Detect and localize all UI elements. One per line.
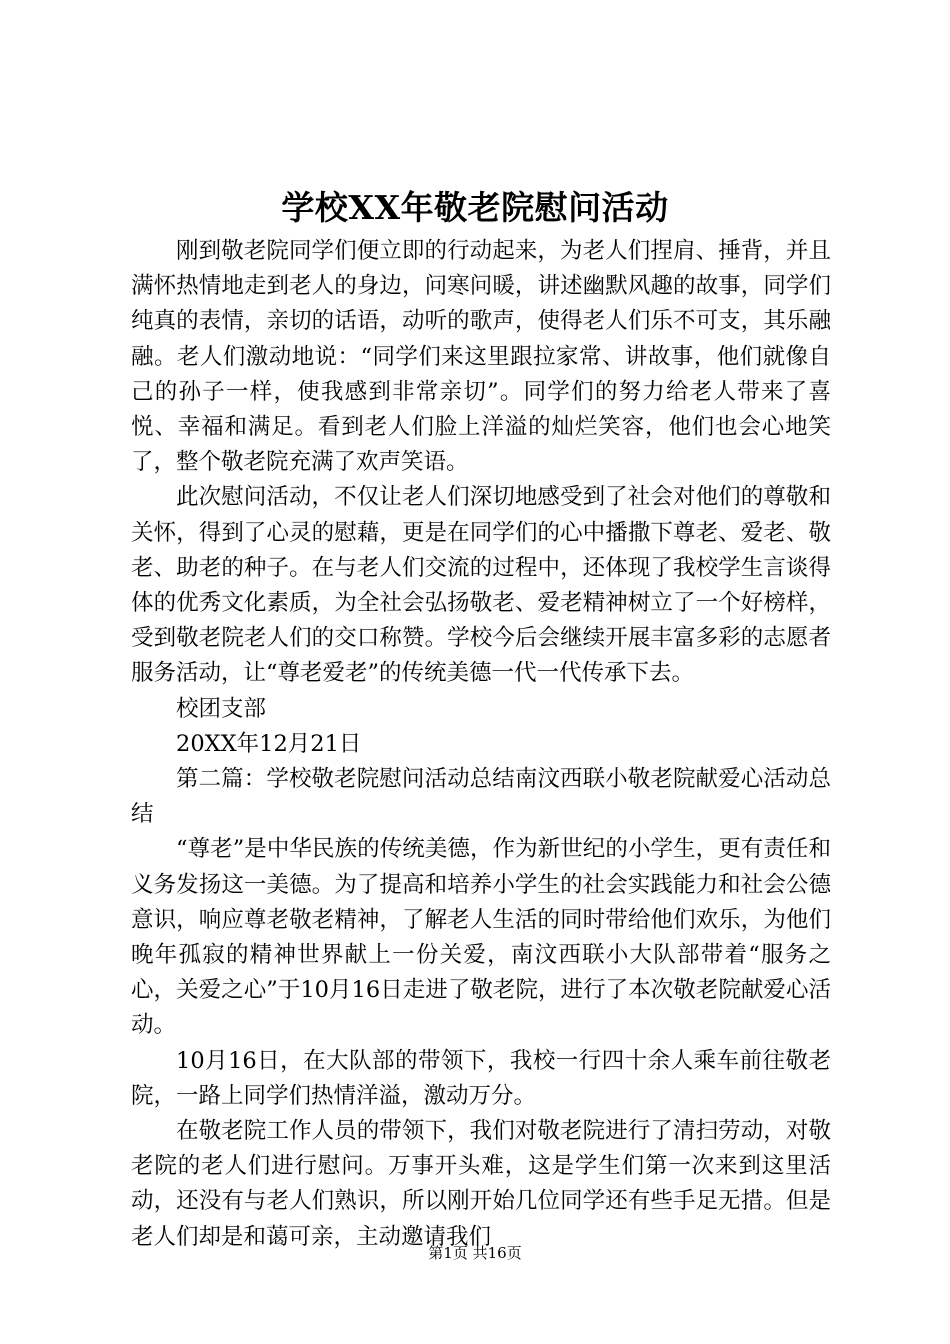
paragraph-5: 在敬老院工作人员的带领下，我们对敬老院进行了清扫劳动，对敬老院的老人们进行慰问。万事开头难，这是学生们第一次来到这里活动，还没有与老人们熟识，所以刚开始几位同学还有些手足无措。但是老人们却是和蔼可亲，主动邀请我们 — [131, 1118, 831, 1250]
section-heading: 第二篇：学校敬老院慰问活动总结南汶西联小敬老院献爱心活动总结 — [131, 766, 831, 828]
paragraph-3: “尊老”是中华民族的传统美德，作为新世纪的小学生，更有责任和义务发扬这一美德。为了提高和培养小学生的社会实践能力和社会公德意识，响应尊老敬老精神，了解老人生活的同时带给他们欢乐，为他们晚年孤寂的精神世界献上一份关爱，南汶西联小大队部带着“服务之心，关爱之心”于10月16日走进了敬老院，进行了本次敬老院献爱心活动。 — [131, 836, 831, 1039]
signature-date: 20XX年12月21日 — [176, 730, 362, 757]
signature-organization: 校团支部 — [176, 695, 267, 722]
paragraph-1: 刚到敬老院同学们便立即的行动起来，为老人们捏肩、捶背，并且满怀热情地走到老人的身边，问寒问暖，讲述幽默风趣的故事，同学们纯真的表情，亲切的话语，动听的歌声，使得老人们乐不可支，其乐融融。老人们激动地说：“同学们来这里跟拉家常、讲故事，他们就像自己的孙子一样，使我感到非常亲切”。同学们的努力给老人带来了喜悦、幸福和满足。看到老人们脸上洋溢的灿烂笑容，他们也会心地笑了，整个敬老院充满了欢声笑语。 — [131, 238, 831, 476]
paragraph-4: 10月16日，在大队部的带领下，我校一行四十余人乘车前往敬老院，一路上同学们热情洋溢，激动万分。 — [131, 1047, 831, 1109]
document-title: 学校XX年敬老院慰问活动 — [281, 188, 669, 227]
page-footer: 第1页 共16页 — [428, 1244, 522, 1262]
paragraph-2: 此次慰问活动，不仅让老人们深切地感受到了社会对他们的尊敬和关怀，得到了心灵的慰藉，更是在同学们的心中播撒下尊老、爱老、敬老、助老的种子。在与老人们交流的过程中，还体现了我校学生言谈得体的优秀文化素质，为全社会弘扬敬老、爱老精神树立了一个好榜样，受到敬老院老人们的交口称赞。学校今后会继续开展丰富多彩的志愿者服务活动，让“尊老爱老”的传统美德一代一代传承下去。 — [131, 484, 831, 687]
document-body — [131, 234, 831, 1255]
